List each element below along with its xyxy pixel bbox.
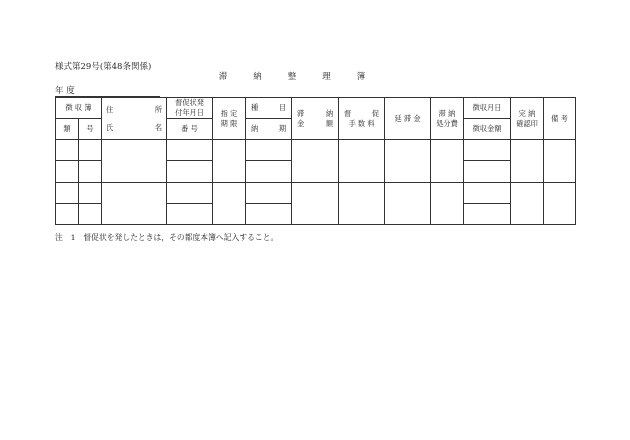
cell-shitei-kigen[interactable]	[213, 182, 246, 224]
header-tokusoku-date	[167, 98, 213, 119]
cell-shumoku[interactable]	[246, 182, 292, 203]
cell-entaikin[interactable]	[385, 140, 431, 182]
header-noki-2: 期	[278, 124, 287, 134]
cell-bango[interactable]	[167, 161, 213, 182]
header-tainou-2b: 額	[325, 118, 334, 128]
header-choshu-date: 徴収月日	[464, 98, 511, 119]
header-shumoku-1: 種	[251, 103, 259, 113]
cell-rui[interactable]	[56, 182, 79, 203]
cell-go[interactable]	[79, 161, 102, 182]
cell-address-name[interactable]	[102, 182, 167, 224]
header-shobunhi	[431, 98, 464, 140]
cell-tokusoku-tesuryo[interactable]	[339, 182, 385, 224]
cell-rui[interactable]	[56, 140, 79, 161]
cell-shitei-kigen[interactable]	[213, 140, 246, 182]
cell-shobunhi[interactable]	[431, 140, 464, 182]
header-tokusoku-line1: 督促状発	[175, 98, 204, 108]
header-shobunhi-line1: 滞 納	[438, 108, 456, 118]
cell-biko[interactable]	[544, 140, 576, 182]
header-kannou-line1: 完 納	[518, 108, 536, 118]
header-bango: 番 号	[167, 119, 213, 140]
header-go: 号	[79, 119, 102, 140]
header-entaikin: 延 滞 金	[385, 98, 431, 140]
cell-entaikin[interactable]	[385, 182, 431, 224]
header-tainou-kingaku	[292, 98, 339, 140]
header-tokusoku-line2: 付年月日	[175, 108, 204, 118]
cell-biko[interactable]	[544, 182, 576, 224]
cell-noki[interactable]	[246, 203, 292, 224]
header-tainou-1b: 納	[325, 108, 334, 118]
cell-kannou[interactable]	[511, 140, 544, 182]
header-choshu-amount: 徴収金額	[464, 119, 511, 140]
cell-tokusoku-tesuryo[interactable]	[339, 140, 385, 182]
header-shitei-line2: 期 限	[220, 118, 238, 128]
cell-shobunhi[interactable]	[431, 182, 464, 224]
header-tesuryo-2: 手 数 料	[348, 118, 375, 128]
header-address-name	[102, 98, 167, 140]
cell-choshu-amount[interactable]	[464, 203, 511, 224]
cell-go[interactable]	[79, 140, 102, 161]
header-noki-1: 納	[251, 124, 259, 134]
table-row	[56, 140, 576, 161]
cell-bango[interactable]	[167, 203, 213, 224]
header-kannou-line2: 確認印	[516, 118, 538, 128]
header-shitei-line1: 指 定	[220, 108, 238, 118]
cell-choshu-date[interactable]	[464, 182, 511, 203]
header-shumoku	[246, 98, 292, 119]
table-row	[56, 182, 576, 203]
cell-go[interactable]	[79, 203, 102, 224]
cell-tokusoku-date[interactable]	[167, 140, 213, 161]
cell-rui[interactable]	[56, 161, 79, 182]
header-tainou-1a: 滞	[297, 108, 305, 118]
header-noki	[246, 119, 292, 140]
cell-choshu-date[interactable]	[464, 140, 511, 161]
cell-noki[interactable]	[246, 161, 292, 182]
cell-choshu-amount[interactable]	[464, 161, 511, 182]
footnote: 注 1 督促状を発したときは，その都度本簿へ記入すること。	[55, 233, 279, 242]
cell-address-name[interactable]	[102, 140, 167, 182]
header-shumoku-2: 目	[278, 103, 287, 113]
header-tesuryo-1a: 督	[344, 108, 352, 118]
cell-go[interactable]	[79, 182, 102, 203]
cell-tokusoku-date[interactable]	[167, 182, 213, 203]
header-row-1	[56, 98, 576, 119]
cell-tainou-kingaku[interactable]	[292, 140, 339, 182]
header-tesuryo-1b: 促	[371, 108, 380, 118]
cell-kannou[interactable]	[511, 182, 544, 224]
header-rui: 類	[56, 119, 79, 140]
cell-shumoku[interactable]	[246, 140, 292, 161]
header-kannou	[511, 98, 544, 140]
fiscal-year-field[interactable]	[55, 86, 160, 97]
header-tainou-2a: 金	[297, 118, 305, 128]
header-biko: 備 考	[544, 98, 576, 140]
header-shimei-1: 氏	[106, 122, 114, 132]
header-shobunhi-line2: 処分費	[436, 118, 458, 128]
header-shimei-2: 名	[154, 122, 163, 132]
form-number: 様式第29号(第48条関係)	[55, 62, 152, 72]
cell-rui[interactable]	[56, 203, 79, 224]
fiscal-year-label: 年 度	[55, 86, 75, 96]
delinquency-ledger-table	[55, 97, 576, 225]
header-tokusoku-tesuryo	[339, 98, 385, 140]
header-jusho-2: 所	[154, 104, 163, 114]
header-shitei-kigen	[213, 98, 246, 140]
header-choshubo: 徴 収 簿	[56, 98, 102, 119]
cell-tainou-kingaku[interactable]	[292, 182, 339, 224]
document-title: 滞納整理簿	[218, 72, 392, 82]
header-jusho-1: 住	[106, 104, 114, 114]
